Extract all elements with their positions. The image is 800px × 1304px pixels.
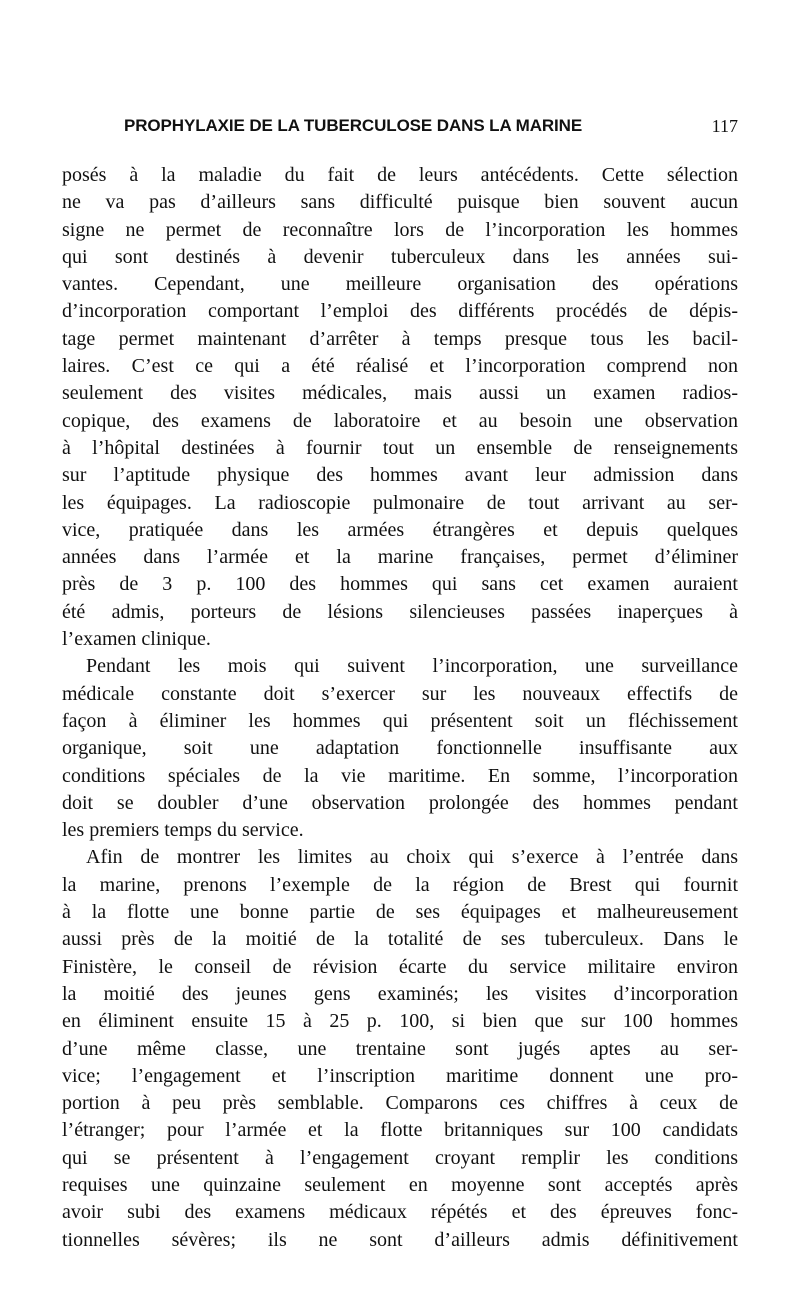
text-line: seulement des visites médicales, mais aussi un examen radios-: [62, 382, 738, 405]
text-line: l’étranger; pour l’armée et la flotte britanniques sur 100 candidats: [62, 1119, 738, 1142]
text-line: la marine, prenons l’exemple de la région de Brest qui fournit: [62, 873, 738, 896]
text-line: ne va pas d’ailleurs sans difficulté puisque bien souvent aucun: [62, 191, 738, 214]
body-text: [62, 162, 738, 1254]
text-line: près de 3 p. 100 des hommes qui sans cet examen auraient: [62, 573, 738, 596]
text-line: l’examen clinique.: [62, 628, 211, 651]
text-line: tionnelles sévères; ils ne sont d’ailleurs admis définitivement: [62, 1228, 738, 1251]
text-line: à la flotte une bonne partie de ses équipages et malheureusement: [62, 901, 738, 924]
running-head-title: PROPHYLAXIE DE LA TUBERCULOSE DANS LA MARINE: [124, 116, 583, 135]
text-line: vice, pratiquée dans les armées étrangères et depuis quelques: [62, 518, 738, 541]
text-line: signe ne permet de reconnaître lors de l’incorporation les hommes: [62, 218, 738, 241]
text-line: conditions spéciales de la vie maritime. En somme, l’incorporation: [62, 764, 738, 787]
text-line: les premiers temps du service.: [62, 819, 304, 842]
text-line: à l’hôpital destinées à fournir tout un ensemble de renseignements: [62, 436, 738, 459]
text-line: les équipages. La radioscopie pulmonaire de tout arrivant au ser-: [62, 491, 738, 514]
text-line: organique, soit une adaptation fonctionnelle insuffisante aux: [62, 737, 738, 760]
text-line: posés à la maladie du fait de leurs antécédents. Cette sélection: [62, 164, 738, 186]
text-line: Finistère, le conseil de révision écarte du service militaire environ: [62, 955, 738, 978]
text-line: d’une même classe, une trentaine sont jugés aptes au ser-: [62, 1037, 738, 1060]
text-line: qui sont destinés à devenir tuberculeux dans les années sui-: [62, 245, 738, 268]
text-line: portion à peu près semblable. Comparons ces chiffres à ceux de: [62, 1092, 738, 1115]
text-line: requises une quinzaine seulement en moyenne sont acceptés après: [62, 1173, 738, 1196]
text-line: qui se présentent à l’engagement croyant remplir les conditions: [62, 1146, 738, 1169]
text-line: aussi près de la moitié de la totalité de ses tuberculeux. Dans le: [62, 928, 738, 951]
text-line: en éliminent ensuite 15 à 25 p. 100, si bien que sur 100 hommes: [62, 1010, 738, 1033]
text-line: médicale constante doit s’exercer sur les nouveaux effectifs de: [62, 682, 738, 705]
page-number: 117: [711, 116, 738, 136]
text-line: vantes. Cependant, une meilleure organisation des opérations: [62, 273, 738, 296]
text-line: vice; l’engagement et l’inscription maritime donnent une pro-: [62, 1064, 738, 1087]
text-line: d’incorporation comportant l’emploi des différents procédés de dépis-: [62, 300, 738, 323]
text-line: sur l’aptitude physique des hommes avant leur admission dans: [62, 464, 738, 487]
text-line: avoir subi des examens médicaux répétés et des épreuves fonc-: [62, 1201, 738, 1224]
text-line: laires. C’est ce qui a été réalisé et l’incorporation comprend non: [62, 355, 738, 378]
text-line: années dans l’armée et la marine françaises, permet d’éliminer: [62, 546, 738, 569]
text-line: copique, des examens de laboratoire et au besoin une observation: [62, 409, 738, 432]
text-line: Afin de montrer les limites au choix qui s’exerce à l’entrée dans: [86, 846, 738, 869]
text-line: façon à éliminer les hommes qui présentent soit un fléchissement: [62, 709, 738, 732]
text-line: la moitié des jeunes gens examinés; les visites d’incorporation: [62, 982, 738, 1005]
text-line: été admis, porteurs de lésions silencieuses passées inaperçues à: [62, 600, 738, 623]
text-line: tage permet maintenant d’arrêter à temps presque tous les bacil-: [62, 327, 738, 350]
text-line: Pendant les mois qui suivent l’incorporation, une surveillance: [86, 655, 738, 678]
running-header: [0, 116, 738, 140]
text-line: doit se doubler d’une observation prolongée des hommes pendant: [62, 791, 738, 814]
